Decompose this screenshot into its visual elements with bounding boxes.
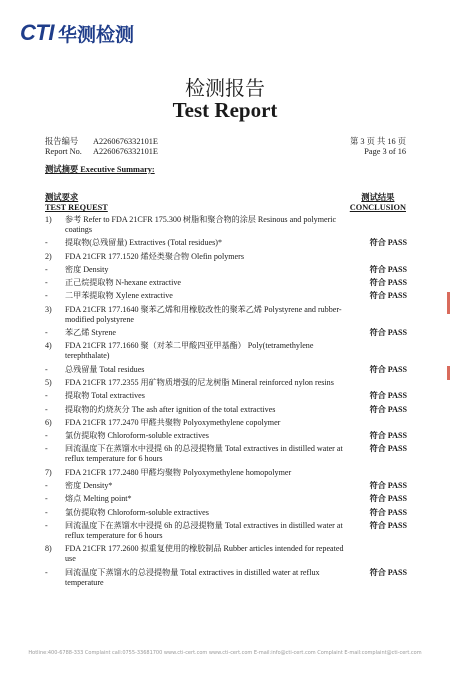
item-result: 符合 PASS [369,507,407,517]
test-item-row [45,405,407,415]
logo-cn: 华测检测 [57,23,134,46]
report-title-en: Test Report [172,98,278,122]
item-number: - [45,238,48,248]
item-number: 3) [45,304,52,314]
item-number: - [45,444,48,454]
item-number: - [45,291,48,301]
item-text: FDA 21CFR 177.1520 烯烃类聚合物 Olefin polymers [65,251,244,261]
item-text: 密度 Density [65,264,109,274]
item-text: 总残留量 Total residues [65,364,145,374]
report-no-value: A2260676332101E [93,137,158,146]
item-number: - [45,328,48,338]
item-number: - [45,567,48,577]
report-no-value-2: A2260676332101E [93,147,158,156]
item-result: 符合 PASS [369,431,407,441]
item-result: 符合 PASS [369,444,407,454]
item-text: 回流温度下在蒸馏水中浸提 6h 的总浸提物量 Total extractives in distilled water at reflux temperature for 6 hours [65,444,343,464]
item-result [347,252,407,262]
item-text: 氯仿提取物 Chloroform-soluble extractives [65,431,209,441]
item-number: - [45,494,48,504]
test-results-list [45,215,407,591]
test-item-row [45,291,407,301]
test-item-row [45,252,407,262]
page-footer: Hotline:400-6788-333 Complaint call:0755-33681700 www.cti-cert.com www.cti-cert.com E-mail:info@cti-cert.com Complaint E-mail:complaint@cti-cert.com [28,650,422,656]
conclusion-header [350,193,406,213]
item-number: 2) [45,251,52,261]
item-result: 符合 PASS [369,567,407,577]
report-no-label-cn: 报告编号 [45,137,79,146]
report-no-label-en: Report No. [45,147,82,156]
item-result: 符合 PASS [369,481,407,491]
item-text: 提取物的灼烧灰分 The ash after ignition of the total extractives [65,404,276,414]
test-request-cn: 测试要求 [45,193,79,202]
item-number: - [45,391,48,401]
test-item-row [45,508,407,518]
item-result: 符合 PASS [369,238,407,248]
test-request-header [45,193,108,213]
test-item-row [45,305,407,325]
page-number-cn: 第 3 页 共 16 页 [349,137,406,146]
item-text: 苯乙烯 Styrene [65,328,117,338]
item-number: 7) [45,467,52,477]
item-result: 符合 PASS [369,278,407,288]
test-item-row [45,215,407,235]
item-number: 6) [45,417,52,427]
item-text: 回流温度下在蒸馏水中浸提 6h 的总浸提物量 Total extractives in distilled water at reflux temperature for 6 hours [65,520,343,540]
logo-cti: CTI [20,20,54,45]
test-item-row [45,544,407,564]
page-number-block [350,137,406,157]
test-request-en: TEST REQUEST [45,203,108,212]
executive-summary-label: 测试摘要 Executive Summary: [45,165,155,174]
item-result: 符合 PASS [369,404,407,414]
test-item-row [45,444,407,464]
item-number: 4) [45,341,52,351]
item-result [347,544,407,564]
item-result [347,215,407,235]
report-number-block [45,137,158,157]
test-item-row [45,378,407,388]
test-item-row [45,278,407,288]
item-result [347,341,407,361]
test-item-row [45,265,407,275]
test-item-row [45,468,407,478]
item-text: 提取物 Total extractives [65,391,145,401]
item-number: - [45,278,48,288]
test-item-row [45,418,407,428]
item-number: - [45,507,48,517]
item-result [347,418,407,428]
test-item-row [45,481,407,491]
item-text: FDA 21CFR 177.2470 甲醛共聚物 Polyoxymethylene copolymer [65,417,281,427]
test-item-row [45,568,407,588]
test-item-row [45,431,407,441]
test-item-row [45,341,407,361]
page-number-en: Page 3 of 16 [364,147,406,156]
item-result: 符合 PASS [369,494,407,504]
item-text: 氯仿提取物 Chloroform-soluble extractives [65,507,209,517]
item-text: 参考 Refer to FDA 21CFR 175.300 树脂和聚合物的涂层 Resinous and polymeric coatings [65,215,337,234]
item-text: 二甲苯提取物 Xylene extractive [65,291,173,301]
item-result [347,468,407,478]
item-result [347,305,407,325]
conclusion-cn: 测试结果 [361,193,395,202]
item-number: - [45,404,48,414]
item-text: FDA 21CFR 177.2480 甲醛均聚物 Polyoxymethylene homopolymer [65,467,292,477]
item-number: 5) [45,377,52,387]
item-text: FDA 21CFR 177.2355 用矿物质增强的尼龙树脂 Mineral reinforced nylon resins [65,377,334,387]
item-text: FDA 21CFR 177.1660 聚（对苯二甲酸四亚甲基酯） Poly(tetramethylene terephthalate) [65,341,314,361]
company-logo [20,20,134,46]
test-item-row [45,365,407,375]
item-result: 符合 PASS [369,264,407,274]
item-text: FDA 21CFR 177.2600 拟重复使用的橡胶制品 Rubber articles intended for repeated use [65,544,344,564]
item-text: 熔点 Melting point* [65,494,132,504]
item-text: 提取物(总残留量) Extractives (Total residues)* [65,238,222,248]
test-item-row [45,494,407,504]
item-number: - [45,481,48,491]
report-title-cn: 检测报告 [185,76,265,100]
item-result [347,378,407,388]
conclusion-en: CONCLUSION [349,203,406,212]
item-number: - [45,364,48,374]
item-text: 回流温度下蒸馏水的总浸提物量 Total extractives in distilled water at reflux temperature [65,567,320,587]
item-result: 符合 PASS [369,520,407,530]
item-result: 符合 PASS [369,328,407,338]
test-item-row [45,391,407,401]
item-text: 密度 Density* [65,481,113,491]
item-number: - [45,264,48,274]
test-item-row [45,238,407,248]
item-text: 正己烷提取物 N-hexane extractive [65,278,181,288]
test-item-row [45,328,407,338]
item-number: - [45,431,48,441]
test-item-row [45,521,407,541]
item-result: 符合 PASS [369,391,407,401]
item-number: 8) [45,544,52,554]
item-number: - [45,520,48,530]
item-text: FDA 21CFR 177.1640 聚苯乙烯和用橡胶改性的聚苯乙烯 Polystyrene and rubber-modified polystyrene [65,304,342,324]
item-result: 符合 PASS [369,291,407,301]
item-number: 1) [45,215,52,224]
item-result: 符合 PASS [369,364,407,374]
